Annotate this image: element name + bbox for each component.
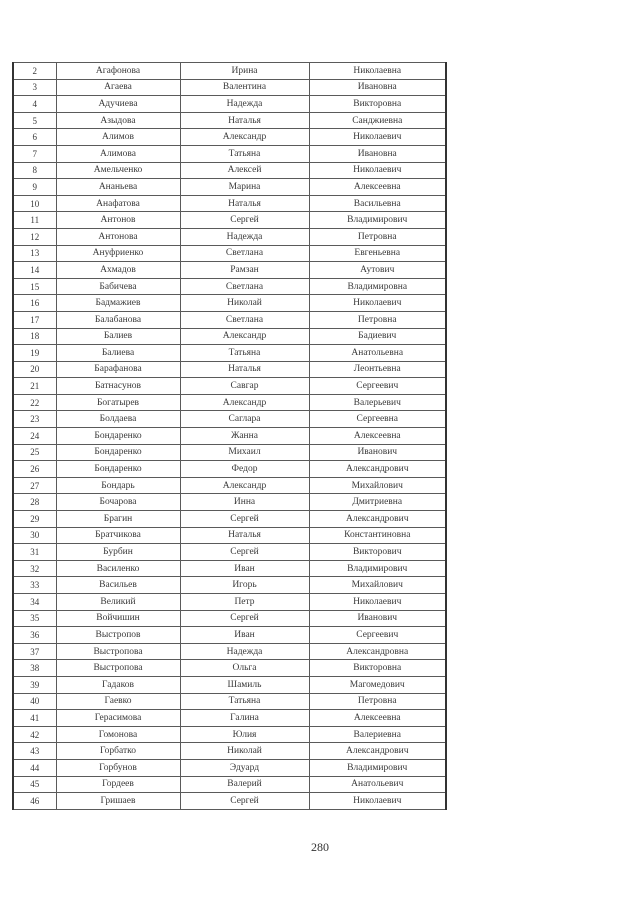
row-number-cell: 14 <box>13 262 56 279</box>
surname-cell: Ахмадов <box>56 262 180 279</box>
table-row <box>13 378 446 395</box>
table-row <box>13 693 446 710</box>
first-name-cell: Надежда <box>180 96 309 113</box>
table-row <box>13 129 446 146</box>
first-name-cell: Жанна <box>180 428 309 445</box>
table-row <box>13 759 446 776</box>
first-name-cell: Светлана <box>180 278 309 295</box>
row-number-cell: 8 <box>13 162 56 179</box>
patronymic-cell: Аутович <box>309 262 446 279</box>
surname-cell: Батнасунов <box>56 378 180 395</box>
row-number-cell: 43 <box>13 743 56 760</box>
table-row <box>13 195 446 212</box>
row-number-cell: 12 <box>13 228 56 245</box>
patronymic-cell: Константиновна <box>309 527 446 544</box>
row-number-cell: 22 <box>13 394 56 411</box>
patronymic-cell: Петровна <box>309 228 446 245</box>
surname-cell: Гомонова <box>56 726 180 743</box>
row-number-cell: 24 <box>13 428 56 445</box>
surname-cell: Великий <box>56 594 180 611</box>
row-number-cell: 38 <box>13 660 56 677</box>
first-name-cell: Марина <box>180 179 309 196</box>
row-number-cell: 13 <box>13 245 56 262</box>
table-row <box>13 145 446 162</box>
patronymic-cell: Магомедович <box>309 676 446 693</box>
surname-cell: Бондарь <box>56 477 180 494</box>
table-row <box>13 477 446 494</box>
row-number-cell: 2 <box>13 63 56 80</box>
row-number-cell: 40 <box>13 693 56 710</box>
table-row <box>13 212 446 229</box>
patronymic-cell: Владимировна <box>309 278 446 295</box>
first-name-cell: Сергей <box>180 793 309 810</box>
patronymic-cell: Васильевна <box>309 195 446 212</box>
surname-cell: Войчишин <box>56 610 180 627</box>
surname-cell: Балиева <box>56 345 180 362</box>
first-name-cell: Валентина <box>180 79 309 96</box>
row-number-cell: 10 <box>13 195 56 212</box>
row-number-cell: 46 <box>13 793 56 810</box>
surname-cell: Болдаева <box>56 411 180 428</box>
first-name-cell: Надежда <box>180 643 309 660</box>
surname-cell: Гаевко <box>56 693 180 710</box>
patronymic-cell: Ивановна <box>309 79 446 96</box>
surname-cell: Герасимова <box>56 710 180 727</box>
row-number-cell: 30 <box>13 527 56 544</box>
row-number-cell: 44 <box>13 759 56 776</box>
surname-cell: Бочарова <box>56 494 180 511</box>
patronymic-cell: Александрович <box>309 743 446 760</box>
surname-cell: Бондаренко <box>56 444 180 461</box>
table-row <box>13 660 446 677</box>
patronymic-cell: Леонтьевна <box>309 361 446 378</box>
surname-cell: Адучиева <box>56 96 180 113</box>
first-name-cell: Татьяна <box>180 693 309 710</box>
row-number-cell: 36 <box>13 627 56 644</box>
first-name-cell: Савгар <box>180 378 309 395</box>
surname-cell: Бабичева <box>56 278 180 295</box>
patronymic-cell: Петровна <box>309 693 446 710</box>
first-name-cell: Рамзан <box>180 262 309 279</box>
row-number-cell: 21 <box>13 378 56 395</box>
table-row <box>13 577 446 594</box>
surname-cell: Анафатова <box>56 195 180 212</box>
patronymic-cell: Александрович <box>309 511 446 528</box>
surname-cell: Балабанова <box>56 311 180 328</box>
first-name-cell: Шамиль <box>180 676 309 693</box>
first-name-cell: Валерий <box>180 776 309 793</box>
surname-cell: Антонова <box>56 228 180 245</box>
table-row <box>13 79 446 96</box>
roster-table-body <box>13 63 446 810</box>
table-row <box>13 743 446 760</box>
surname-cell: Агафонова <box>56 63 180 80</box>
first-name-cell: Юлия <box>180 726 309 743</box>
patronymic-cell: Николаевич <box>309 594 446 611</box>
patronymic-cell: Сергеевич <box>309 627 446 644</box>
first-name-cell: Николай <box>180 295 309 312</box>
table-row <box>13 96 446 113</box>
patronymic-cell: Николаевич <box>309 295 446 312</box>
row-number-cell: 17 <box>13 311 56 328</box>
table-row <box>13 345 446 362</box>
table-row <box>13 361 446 378</box>
table-row <box>13 676 446 693</box>
surname-cell: Горбатко <box>56 743 180 760</box>
surname-cell: Бурбин <box>56 544 180 561</box>
table-row <box>13 710 446 727</box>
surname-cell: Гордеев <box>56 776 180 793</box>
row-number-cell: 26 <box>13 461 56 478</box>
surname-cell: Васильев <box>56 577 180 594</box>
table-row <box>13 527 446 544</box>
table-row <box>13 112 446 129</box>
table-row <box>13 793 446 810</box>
table-row <box>13 179 446 196</box>
first-name-cell: Саглара <box>180 411 309 428</box>
first-name-cell: Александр <box>180 394 309 411</box>
patronymic-cell: Ивановна <box>309 145 446 162</box>
first-name-cell: Александр <box>180 328 309 345</box>
first-name-cell: Николай <box>180 743 309 760</box>
surname-cell: Выстропова <box>56 660 180 677</box>
patronymic-cell: Валериевна <box>309 726 446 743</box>
first-name-cell: Инна <box>180 494 309 511</box>
table-row <box>13 544 446 561</box>
patronymic-cell: Иванович <box>309 610 446 627</box>
surname-cell: Братчикова <box>56 527 180 544</box>
patronymic-cell: Анатольевич <box>309 776 446 793</box>
table-row <box>13 560 446 577</box>
first-name-cell: Наталья <box>180 112 309 129</box>
first-name-cell: Ольга <box>180 660 309 677</box>
surname-cell: Антонов <box>56 212 180 229</box>
row-number-cell: 3 <box>13 79 56 96</box>
patronymic-cell: Петровна <box>309 311 446 328</box>
patronymic-cell: Алексеевна <box>309 179 446 196</box>
patronymic-cell: Иванович <box>309 444 446 461</box>
row-number-cell: 23 <box>13 411 56 428</box>
row-number-cell: 15 <box>13 278 56 295</box>
patronymic-cell: Владимирович <box>309 212 446 229</box>
row-number-cell: 11 <box>13 212 56 229</box>
patronymic-cell: Анатольевна <box>309 345 446 362</box>
first-name-cell: Татьяна <box>180 345 309 362</box>
patronymic-cell: Николаевич <box>309 162 446 179</box>
row-number-cell: 25 <box>13 444 56 461</box>
table-row <box>13 245 446 262</box>
patronymic-cell: Николаевич <box>309 129 446 146</box>
row-number-cell: 28 <box>13 494 56 511</box>
row-number-cell: 20 <box>13 361 56 378</box>
first-name-cell: Наталья <box>180 361 309 378</box>
first-name-cell: Надежда <box>180 228 309 245</box>
surname-cell: Бондаренко <box>56 428 180 445</box>
patronymic-cell: Сергеевна <box>309 411 446 428</box>
table-row <box>13 295 446 312</box>
patronymic-cell: Сергеевич <box>309 378 446 395</box>
surname-cell: Бадмажиев <box>56 295 180 312</box>
first-name-cell: Александр <box>180 129 309 146</box>
surname-cell: Гадаков <box>56 676 180 693</box>
patronymic-cell: Бадиевич <box>309 328 446 345</box>
first-name-cell: Петр <box>180 594 309 611</box>
first-name-cell: Иван <box>180 627 309 644</box>
first-name-cell: Федор <box>180 461 309 478</box>
table-row <box>13 63 446 80</box>
row-number-cell: 32 <box>13 560 56 577</box>
table-row <box>13 262 446 279</box>
surname-cell: Василенко <box>56 560 180 577</box>
table-row <box>13 610 446 627</box>
table-row <box>13 511 446 528</box>
row-number-cell: 33 <box>13 577 56 594</box>
first-name-cell: Галина <box>180 710 309 727</box>
first-name-cell: Светлана <box>180 245 309 262</box>
table-row <box>13 594 446 611</box>
first-name-cell: Михаил <box>180 444 309 461</box>
row-number-cell: 19 <box>13 345 56 362</box>
patronymic-cell: Викторович <box>309 544 446 561</box>
first-name-cell: Александр <box>180 477 309 494</box>
patronymic-cell: Николаевна <box>309 63 446 80</box>
patronymic-cell: Викторовна <box>309 660 446 677</box>
patronymic-cell: Михайлович <box>309 477 446 494</box>
row-number-cell: 42 <box>13 726 56 743</box>
patronymic-cell: Викторовна <box>309 96 446 113</box>
row-number-cell: 41 <box>13 710 56 727</box>
table-row <box>13 444 446 461</box>
table-row <box>13 726 446 743</box>
surname-cell: Барафанова <box>56 361 180 378</box>
patronymic-cell: Александровна <box>309 643 446 660</box>
table-row <box>13 428 446 445</box>
table-row <box>13 228 446 245</box>
first-name-cell: Наталья <box>180 527 309 544</box>
surname-cell: Азыдова <box>56 112 180 129</box>
table-row <box>13 411 446 428</box>
row-number-cell: 34 <box>13 594 56 611</box>
patronymic-cell: Владимирович <box>309 759 446 776</box>
first-name-cell: Эдуард <box>180 759 309 776</box>
first-name-cell: Наталья <box>180 195 309 212</box>
patronymic-cell: Валерьевич <box>309 394 446 411</box>
table-row <box>13 776 446 793</box>
surname-cell: Амельченко <box>56 162 180 179</box>
surname-cell: Бондаренко <box>56 461 180 478</box>
patronymic-cell: Алексеевна <box>309 710 446 727</box>
table-row <box>13 461 446 478</box>
patronymic-cell: Санджиевна <box>309 112 446 129</box>
patronymic-cell: Владимирович <box>309 560 446 577</box>
surname-cell: Гришаев <box>56 793 180 810</box>
row-number-cell: 35 <box>13 610 56 627</box>
table-row <box>13 394 446 411</box>
first-name-cell: Сергей <box>180 544 309 561</box>
row-number-cell: 7 <box>13 145 56 162</box>
row-number-cell: 39 <box>13 676 56 693</box>
surname-cell: Балиев <box>56 328 180 345</box>
surname-cell: Ананьева <box>56 179 180 196</box>
row-number-cell: 45 <box>13 776 56 793</box>
table-row <box>13 627 446 644</box>
first-name-cell: Сергей <box>180 610 309 627</box>
patronymic-cell: Дмитриевна <box>309 494 446 511</box>
first-name-cell: Ирина <box>180 63 309 80</box>
surname-cell: Алимова <box>56 145 180 162</box>
patronymic-cell: Александрович <box>309 461 446 478</box>
surname-cell: Агаева <box>56 79 180 96</box>
surname-cell: Горбунов <box>56 759 180 776</box>
first-name-cell: Иван <box>180 560 309 577</box>
row-number-cell: 18 <box>13 328 56 345</box>
surname-cell: Ануфриенко <box>56 245 180 262</box>
roster-table <box>12 62 447 810</box>
table-row <box>13 278 446 295</box>
patronymic-cell: Михайлович <box>309 577 446 594</box>
row-number-cell: 31 <box>13 544 56 561</box>
patronymic-cell: Николаевич <box>309 793 446 810</box>
surname-cell: Выстропов <box>56 627 180 644</box>
row-number-cell: 5 <box>13 112 56 129</box>
table-row <box>13 162 446 179</box>
table-row <box>13 311 446 328</box>
table-row <box>13 643 446 660</box>
row-number-cell: 16 <box>13 295 56 312</box>
row-number-cell: 29 <box>13 511 56 528</box>
patronymic-cell: Евгеньевна <box>309 245 446 262</box>
table-row <box>13 328 446 345</box>
surname-cell: Брагин <box>56 511 180 528</box>
first-name-cell: Светлана <box>180 311 309 328</box>
first-name-cell: Сергей <box>180 511 309 528</box>
row-number-cell: 4 <box>13 96 56 113</box>
table-row <box>13 494 446 511</box>
row-number-cell: 37 <box>13 643 56 660</box>
first-name-cell: Сергей <box>180 212 309 229</box>
surname-cell: Алимов <box>56 129 180 146</box>
row-number-cell: 27 <box>13 477 56 494</box>
surname-cell: Выстропова <box>56 643 180 660</box>
page-number: 280 <box>311 840 329 854</box>
first-name-cell: Игорь <box>180 577 309 594</box>
first-name-cell: Алексей <box>180 162 309 179</box>
surname-cell: Богатырев <box>56 394 180 411</box>
row-number-cell: 9 <box>13 179 56 196</box>
first-name-cell: Татьяна <box>180 145 309 162</box>
row-number-cell: 6 <box>13 129 56 146</box>
patronymic-cell: Алексеевна <box>309 428 446 445</box>
